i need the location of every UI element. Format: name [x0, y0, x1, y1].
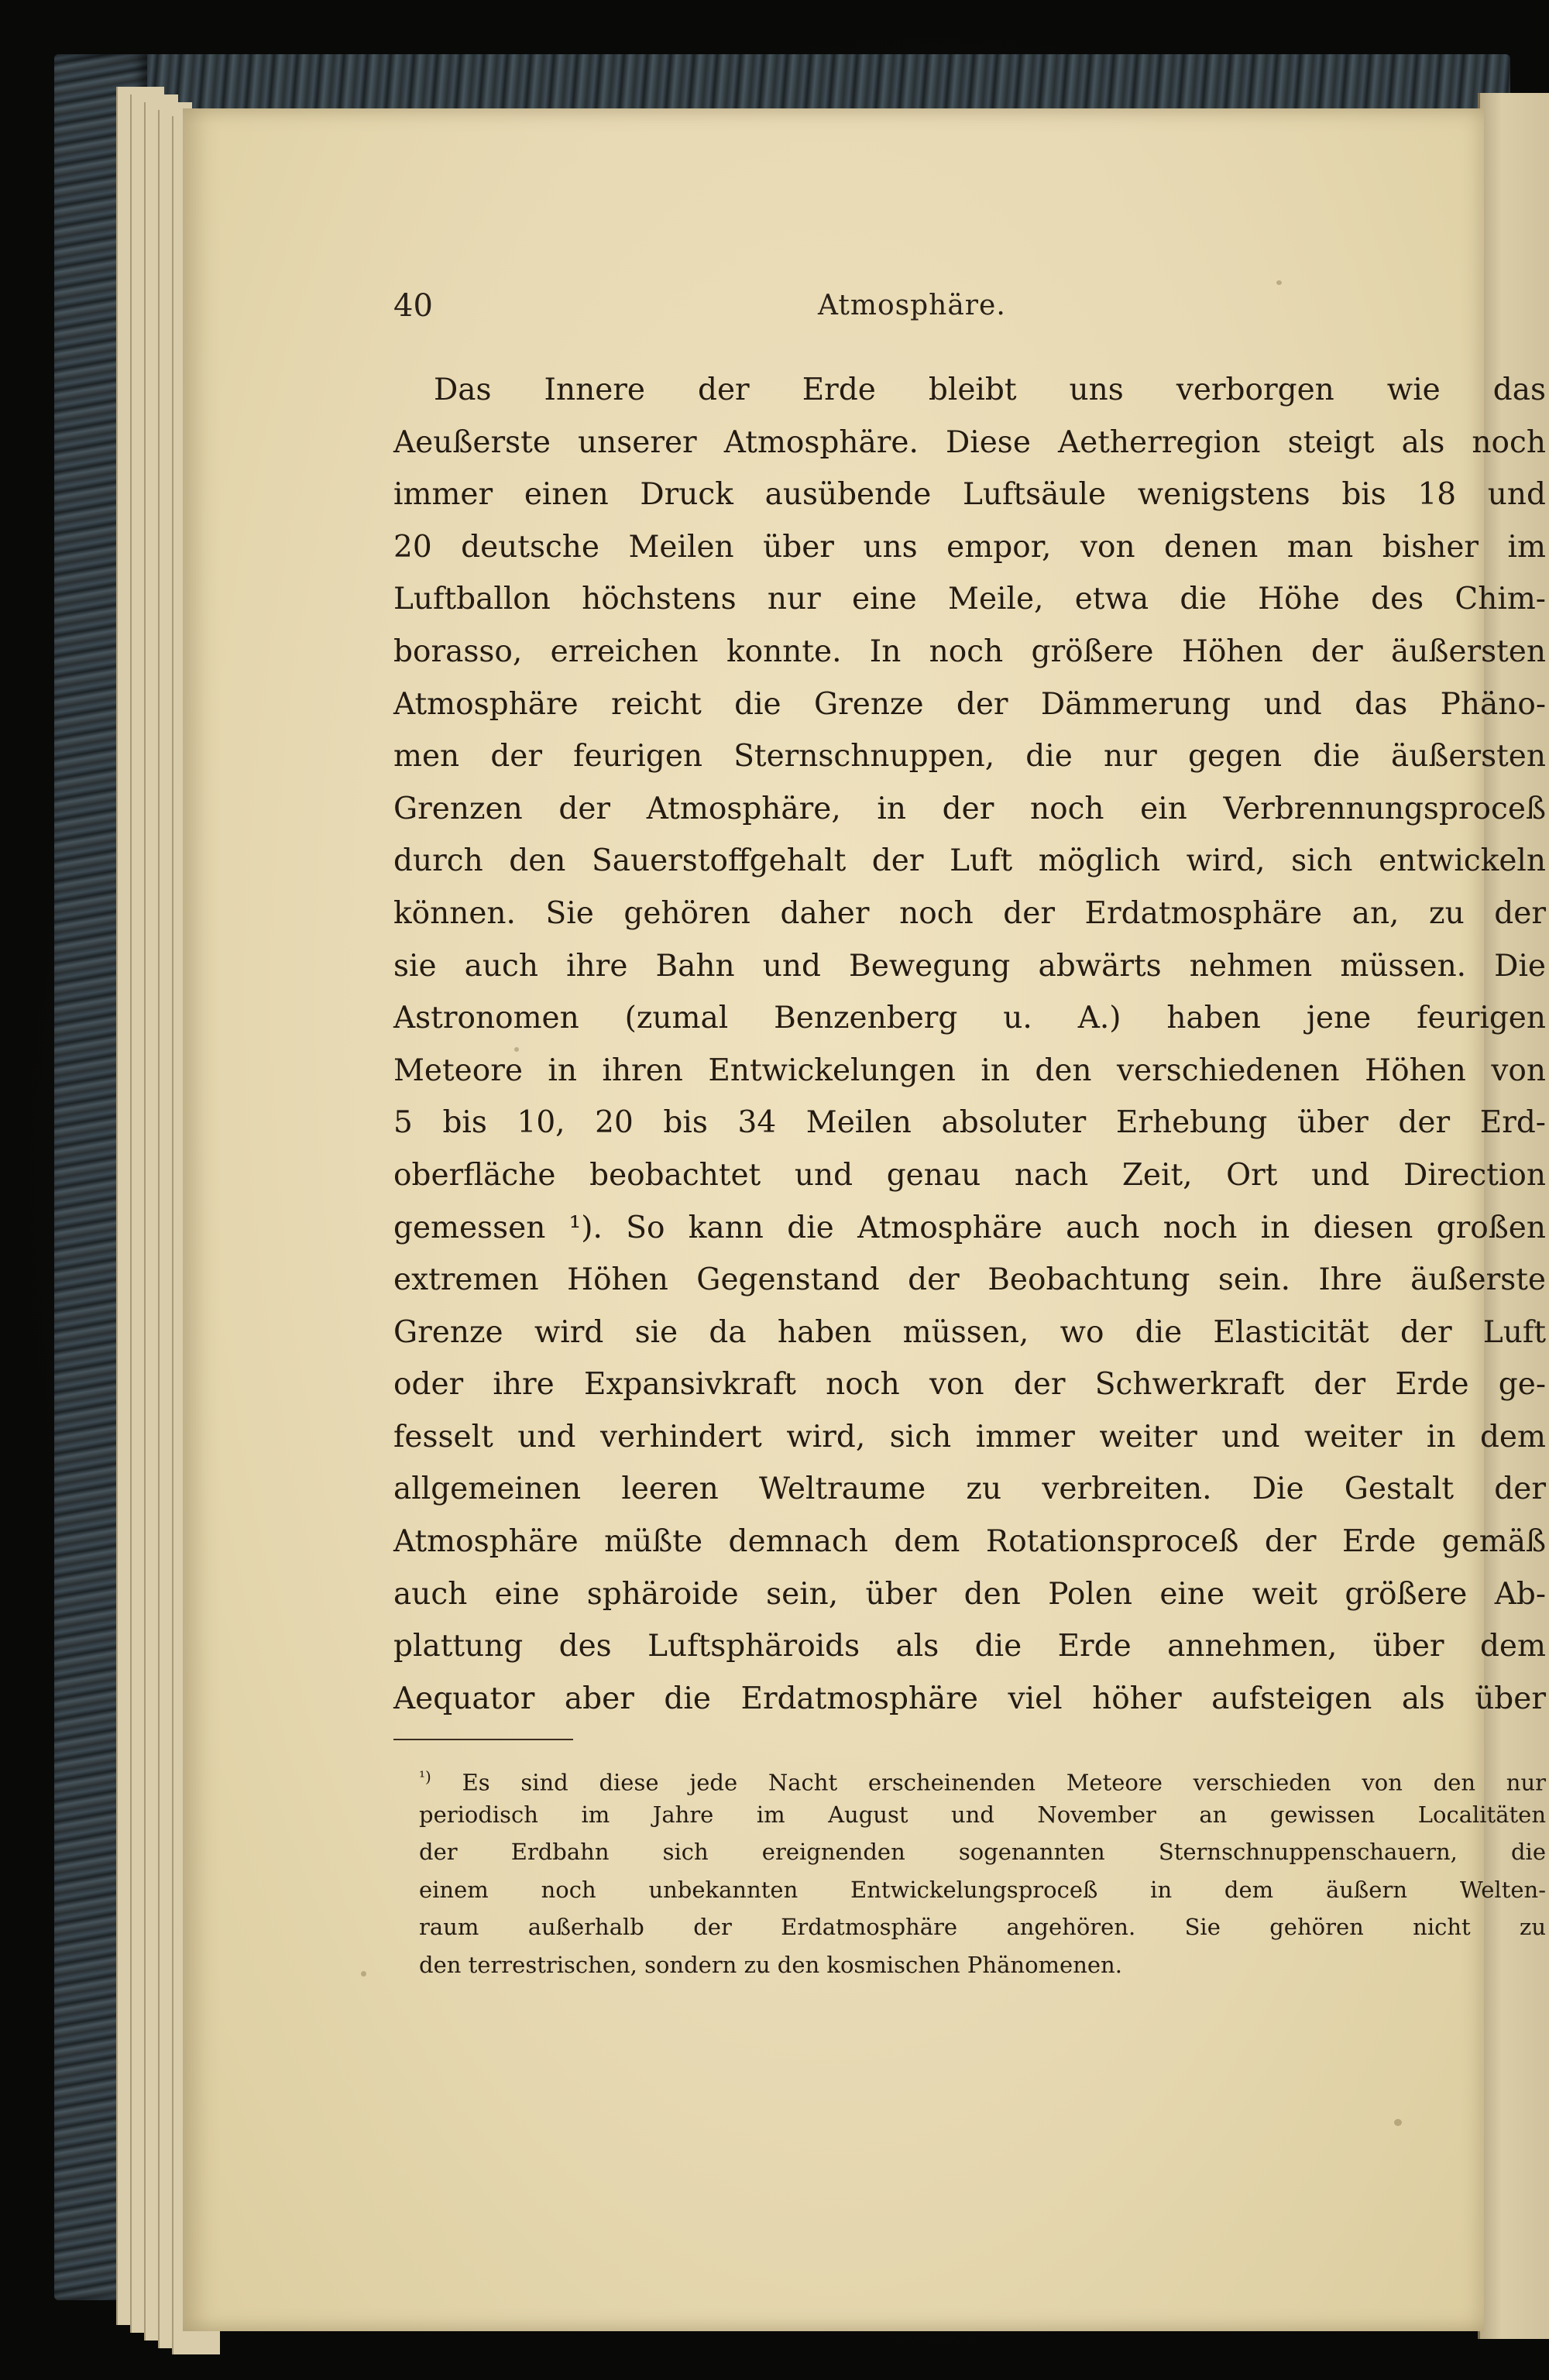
text-line: auch eine sphäroide sein, über den Polen eine weit größere Ab- [393, 1576, 1546, 1612]
text-line: Atmosphäre reicht die Grenze der Dämmerung und das Phäno- [393, 686, 1546, 722]
text-line: extremen Höhen Gegenstand der Beobachtung sein. Ihre äußerste [393, 1262, 1546, 1298]
text-line: können. Sie gehören daher noch der Erdatmosphäre an, zu der [393, 895, 1546, 931]
footnote-line: raum außerhalb der Erdatmosphäre angehören. Sie gehören nicht zu [419, 1914, 1546, 1941]
running-head [183, 288, 1484, 335]
text-line: Aequator aber die Erdatmosphäre viel höher aufsteigen als über [393, 1681, 1546, 1716]
footnote-line: den terrestrischen, sondern zu den kosmischen Phänomenen. [419, 1951, 1122, 1978]
book-cover-top-edge [54, 54, 1510, 108]
text-line: Aeußerste unserer Atmosphäre. Diese Aetherregion steigt als noch [393, 424, 1546, 460]
text-line: Luftballon höchstens nur eine Meile, etwa die Höhe des Chim- [393, 582, 1546, 617]
running-title: Atmosphäre. [818, 290, 1006, 321]
text-line: allgemeinen leeren Weltraume zu verbreiten. Die Gestalt der [393, 1472, 1546, 1507]
text-line: men der feurigen Sternschnuppen, die nur gegen die äußersten [393, 739, 1546, 774]
text-line: gemessen ¹). So kann die Atmosphäre auch noch in diesen großen [393, 1210, 1546, 1245]
footnote-text: Es sind diese jede Nacht erscheinenden Meteore verschieden von den nur [462, 1769, 1547, 1796]
text-line: Meteore in ihren Entwickelungen in den verschiedenen Höhen von [393, 1053, 1546, 1088]
text-line: immer einen Druck ausübende Luftsäule wenigstens bis 18 und [393, 477, 1546, 513]
text-line: sie auch ihre Bahn und Bewegung abwärts nehmen müssen. Die [393, 948, 1546, 984]
footnote-line: einem noch unbekannten Entwickelungsproceß in dem äußern Welten- [419, 1876, 1546, 1903]
main-text [393, 364, 1546, 1725]
footnote [419, 1758, 1546, 1984]
text-line: fesselt und verhindert wird, sich immer weiter und weiter in dem [393, 1419, 1546, 1454]
text-line: plattung des Luftsphäroids als die Erde annehmen, über dem [393, 1629, 1546, 1664]
page-number: 40 [393, 288, 433, 324]
text-line: oberfläche beobachtet und genau nach Zeit, Ort und Direction [393, 1157, 1546, 1193]
footnote-line: der Erdbahn sich ereignenden sogenannten Sternschnuppenschauern, die [419, 1839, 1546, 1866]
text-line: Das Innere der Erde bleibt uns verborgen wie das [434, 373, 1546, 407]
footnote-line: periodisch im Jahre im August und November an gewissen Localitäten [419, 1801, 1546, 1828]
footnote-marker: ¹) [419, 1767, 431, 1786]
foxing-spot [1276, 280, 1282, 285]
text-line: borasso, erreichen konnte. In noch größere Höhen der äußersten [393, 634, 1546, 669]
foxing-spot [361, 1971, 366, 1976]
text-line: oder ihre Expansivkraft noch von der Schwerkraft der Erde ge- [393, 1367, 1546, 1403]
book-page [183, 108, 1547, 2331]
footnote-line [419, 1758, 1546, 1796]
text-line: Grenze wird sie da haben müssen, wo die Elasticität der Luft [393, 1314, 1546, 1350]
text-line: Grenzen der Atmosphäre, in der noch ein Verbrennungsproceß [393, 791, 1546, 826]
text-line: durch den Sauerstoffgehalt der Luft möglich wird, sich entwickeln [393, 843, 1546, 879]
text-line: Astronomen (zumal Benzenberg u. A.) haben jene feurigen [393, 1001, 1546, 1036]
foxing-spot [1394, 2119, 1402, 2126]
footnote-rule [393, 1739, 573, 1740]
text-line: Atmosphäre müßte demnach dem Rotationsproceß der Erde gemäß [393, 1524, 1546, 1560]
text-line: 5 bis 10, 20 bis 34 Meilen absoluter Erhebung über der Erd- [393, 1105, 1546, 1141]
text-line: 20 deutsche Meilen über uns empor, von denen man bisher im [393, 529, 1546, 565]
